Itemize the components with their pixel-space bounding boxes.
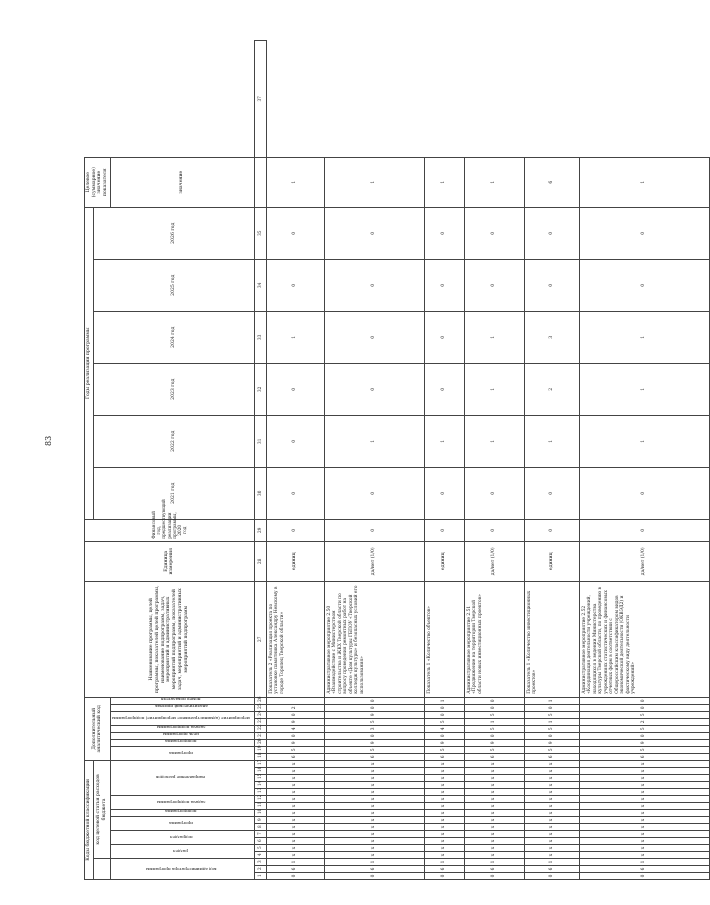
table-body <box>254 41 709 880</box>
unit-cell: да/нет (1/0) <box>464 541 524 581</box>
add-code-cell: 0 <box>579 732 709 739</box>
year-value-cell: 0 <box>424 207 464 259</box>
add-col-task: задача подпрограммы <box>156 724 206 730</box>
add-code-cell: 0 <box>324 704 424 711</box>
kbk-code-cell: x <box>464 789 524 796</box>
add-code-cell: 9 <box>464 739 524 746</box>
add-code-cell: 0 <box>324 697 424 704</box>
kbk-code-cell: x <box>266 803 324 810</box>
kbk-code-cell: x <box>464 817 524 824</box>
indicator-name-cell: Административное мероприятие 2.50 «Взаимодействие с Министерством строительства и ЖКХ Тверской области по вопросу проведения ремонтных работ на объекте «Дом культуры ГБПОУ «Тверской колледж культуры» и безопасных условий его использования» <box>324 581 424 697</box>
add-code-cell: 9 <box>524 739 579 746</box>
kbk-code-cell: x <box>324 803 424 810</box>
kbk-code-cell: x <box>579 796 709 803</box>
year-value-cell: 1 <box>424 415 464 467</box>
year-value-cell: 1 <box>579 415 709 467</box>
kbk-col-subsection: подраздел <box>169 835 193 841</box>
add-code-cell: 0 <box>266 732 324 739</box>
add-code-group-header: Дополнительный аналитический код <box>85 697 111 760</box>
column-number: 22 <box>254 725 266 732</box>
kbk-code-cell: x <box>464 831 524 838</box>
kbk-code-cell: x <box>324 824 424 831</box>
kbk-code-cell: x <box>464 775 524 782</box>
kbk-code-cell: x <box>266 768 324 775</box>
kbk-code-cell: x <box>266 852 324 859</box>
add-code-cell: 4 <box>266 725 324 732</box>
unit-column-header: Единица измерения <box>85 541 255 581</box>
kbk-code-cell: x <box>324 782 424 789</box>
kbk-code-cell: x <box>266 838 324 845</box>
unit-cell: единиц <box>266 541 324 581</box>
unit-cell: единиц <box>424 541 464 581</box>
kbk-code-cell: x <box>579 824 709 831</box>
add-code-cell: 9 <box>579 739 709 746</box>
fin-year-value-cell: 0 <box>579 519 709 541</box>
year-value-cell: 3 <box>524 311 579 363</box>
kbk-code-cell: x <box>579 852 709 859</box>
table-row <box>579 41 709 880</box>
column-number: 28 <box>254 541 266 581</box>
kbk-code-cell: 0 <box>524 873 579 880</box>
year-2025-header: 2025 год <box>93 259 254 311</box>
add-col-analytic: аналитический признак <box>154 703 208 709</box>
add-code-cell <box>266 697 324 704</box>
kbk-code-cell: x <box>266 845 324 852</box>
add-code-cell: 5 <box>424 718 464 725</box>
fin-year-value-cell: 0 <box>524 519 579 541</box>
column-number: 6 <box>254 838 266 845</box>
csr-group-header: код целевой статьи расходов бюджета <box>93 760 110 858</box>
kbk-code-cell: x <box>524 760 579 767</box>
kbk-code-cell: 0 <box>579 873 709 880</box>
kbk-code-cell: 6 <box>266 866 324 873</box>
add-code-cell: 1 <box>524 697 579 704</box>
fin-year-value-cell: 0 <box>266 519 324 541</box>
year-value-cell: 0 <box>324 467 424 519</box>
target-value-cell: 1 <box>266 157 324 207</box>
add-code-cell: 6 <box>424 753 464 760</box>
add-code-cell: 9 <box>424 739 464 746</box>
kbk-code-cell: x <box>324 796 424 803</box>
indicator-name-cell: Показатель 1 «Количество объектов» <box>424 581 464 697</box>
add-code-cell: 0 <box>579 697 709 704</box>
column-number: 37 <box>254 41 266 158</box>
kbk-col-subprogram: подпрограмма <box>165 809 197 814</box>
kbk-code-cell: x <box>424 838 464 845</box>
add-code-cell: 6 <box>579 753 709 760</box>
year-value-cell: 0 <box>579 259 709 311</box>
kbk-code-cell: x <box>579 789 709 796</box>
year-value-cell: 0 <box>324 259 424 311</box>
kbk-col-direction: направление расходов <box>156 775 206 781</box>
target-value-cell: 1 <box>579 157 709 207</box>
year-value-cell: 0 <box>266 207 324 259</box>
column-number: 27 <box>254 581 266 697</box>
fin-year-value-cell: 0 <box>324 519 424 541</box>
kbk-code-cell: x <box>424 782 464 789</box>
add-code-cell: 5 <box>579 746 709 753</box>
year-value-cell: 0 <box>324 207 424 259</box>
kbk-col-task: задача подпрограммы <box>156 800 206 806</box>
kbk-code-cell: x <box>524 789 579 796</box>
column-number: 1 <box>254 873 266 880</box>
target-value-cell: 6 <box>524 157 579 207</box>
kbk-code-cell: x <box>579 782 709 789</box>
column-number: 9 <box>254 817 266 824</box>
unit-cell: единиц <box>524 541 579 581</box>
indicator-name-cell: Административное мероприятие 2.52 «Координация деятельности учреждений, находящихся в ведении Министерства культуры Тверской области, по проведению в учреждениях статистических и финансовых отчетных форм в соответствии с Общероссийским классификатором видов экономической деятельности (ОКВЭД2) и фактическому виду деятельности учреждений» <box>579 581 709 697</box>
kbk-code-cell: 1 <box>579 859 709 866</box>
add-code-cell: 5 <box>464 746 524 753</box>
column-number: 31 <box>254 415 266 467</box>
kbk-code-cell: x <box>579 817 709 824</box>
column-number: 30 <box>254 467 266 519</box>
column-number: 33 <box>254 311 266 363</box>
add-code-cell: 2 <box>266 704 324 711</box>
kbk-col-section: раздел <box>173 849 189 855</box>
fin-year-column-header: Финансовый год, предшествующий реализации программы, 2020 год <box>85 519 255 541</box>
add-code-cell: 6 <box>324 753 424 760</box>
kbk-code-cell: x <box>579 803 709 810</box>
kbk-code-cell: x <box>524 824 579 831</box>
year-value-cell: 0 <box>424 311 464 363</box>
year-value-cell: 0 <box>266 415 324 467</box>
year-value-cell: 2 <box>524 363 579 415</box>
column-number: 19 <box>254 746 266 753</box>
year-value-cell: 1 <box>579 363 709 415</box>
column-number: 17 <box>254 760 266 767</box>
column-number: 20 <box>254 739 266 746</box>
column-number: 5 <box>254 845 266 852</box>
kbk-code-cell: x <box>524 831 579 838</box>
add-code-cell: 5 <box>524 746 579 753</box>
kbk-code-cell: 6 <box>424 866 464 873</box>
add-col-goal: цель программы <box>162 731 199 737</box>
fin-year-value-cell: 0 <box>464 519 524 541</box>
name-column-header: Наименование программы, целей программы, показателей целей программы, наименование подпрограмм, задач, мероприятий и административных мероприятий подпрограмм, показателей задач, мероприятий и административных мероприятий подпрограмм <box>85 581 255 697</box>
year-value-cell: 0 <box>464 467 524 519</box>
add-code-cell: 1 <box>464 718 524 725</box>
unit-cell: да/нет (1/0) <box>324 541 424 581</box>
table-row <box>424 41 464 880</box>
kbk-code-cell: x <box>464 768 524 775</box>
add-code-cell: 5 <box>579 711 709 718</box>
year-2022-header: 2022 год <box>93 415 254 467</box>
kbk-code-cell: x <box>266 760 324 767</box>
year-value-cell: 1 <box>266 311 324 363</box>
kbk-group-header: Коды бюджетной классификации <box>85 760 94 879</box>
year-value-cell: 1 <box>579 311 709 363</box>
column-number: 15 <box>254 775 266 782</box>
kbk-code-cell: x <box>424 803 464 810</box>
year-value-cell: 0 <box>524 259 579 311</box>
year-value-cell: 0 <box>524 207 579 259</box>
kbk-code-cell: x <box>579 760 709 767</box>
kbk-code-cell: x <box>324 852 424 859</box>
kbk-code-cell: x <box>464 824 524 831</box>
add-code-cell: 0 <box>464 704 524 711</box>
value-column-header: значение <box>110 157 254 207</box>
year-value-cell: 1 <box>464 415 524 467</box>
program-indicators-table <box>84 40 710 880</box>
kbk-code-cell: 0 <box>424 873 464 880</box>
kbk-code-cell: x <box>324 768 424 775</box>
year-value-cell: 0 <box>424 363 464 415</box>
year-value-cell: 0 <box>424 467 464 519</box>
kbk-code-cell: x <box>424 845 464 852</box>
kbk-code-cell: x <box>464 810 524 817</box>
column-number: 26 <box>254 697 266 704</box>
add-code-cell: 9 <box>324 739 424 746</box>
kbk-code-cell: x <box>524 782 579 789</box>
column-number: 13 <box>254 789 266 796</box>
kbk-code-cell: x <box>324 838 424 845</box>
kbk-code-cell: x <box>524 810 579 817</box>
table-row <box>324 41 424 880</box>
year-value-cell: 0 <box>464 259 524 311</box>
table-row <box>266 41 324 880</box>
year-value-cell: 1 <box>464 363 524 415</box>
kbk-code-cell: x <box>266 789 324 796</box>
add-code-cell: 5 <box>524 725 579 732</box>
kbk-code-cell: 1 <box>424 859 464 866</box>
add-code-cell: 5 <box>464 711 524 718</box>
column-number: 23 <box>254 718 266 725</box>
kbk-code-cell: x <box>266 810 324 817</box>
column-number: 25 <box>254 704 266 711</box>
kbk-code-cell: x <box>464 803 524 810</box>
year-value-cell: 1 <box>524 415 579 467</box>
kbk-code-cell: 0 <box>266 873 324 880</box>
add-code-cell: 0 <box>266 711 324 718</box>
column-number: 32 <box>254 363 266 415</box>
indicator-name-cell: Административное мероприятие 2.51 «Продвижение на территории Тверской области новых инвестиционных проектов» <box>464 581 524 697</box>
kbk-code-cell: x <box>266 824 324 831</box>
years-group-header: Годы реализации программы <box>85 207 94 519</box>
year-value-cell: 0 <box>524 467 579 519</box>
column-number: 34 <box>254 259 266 311</box>
add-col-indicator-num: номер показателя <box>161 696 201 702</box>
year-value-cell: 0 <box>324 363 424 415</box>
column-number: 18 <box>254 753 266 760</box>
add-code-cell: 5 <box>424 746 464 753</box>
kbk-code-cell: x <box>464 796 524 803</box>
year-value-cell: 0 <box>464 207 524 259</box>
year-value-cell: 0 <box>324 311 424 363</box>
column-number: 3 <box>254 859 266 866</box>
kbk-code-cell: x <box>579 838 709 845</box>
kbk-code-cell: x <box>324 789 424 796</box>
kbk-code-cell: x <box>424 824 464 831</box>
fin-year-value-cell: 0 <box>424 519 464 541</box>
kbk-code-cell: x <box>324 760 424 767</box>
year-value-cell: 0 <box>266 259 324 311</box>
column-number: 11 <box>254 803 266 810</box>
column-number: 12 <box>254 796 266 803</box>
add-code-cell: 0 <box>324 732 424 739</box>
add-col-subprogram: подпрограмма <box>165 738 197 744</box>
indicator-name-cell: Показатель 1 «Количество инвестиционных проектов» <box>524 581 579 697</box>
add-col-event: мероприятие (административное мероприятие) подпрограммы <box>111 715 250 721</box>
add-code-cell: 0 <box>524 704 579 711</box>
column-number: 29 <box>254 519 266 541</box>
add-code-cell: 6 <box>266 753 324 760</box>
kbk-code-cell: x <box>524 852 579 859</box>
kbk-code-cell: 1 <box>464 859 524 866</box>
column-number: 35 <box>254 207 266 259</box>
column-number: 2 <box>254 866 266 873</box>
column-number: 8 <box>254 824 266 831</box>
column-number: 24 <box>254 711 266 718</box>
add-code-cell: 1 <box>424 697 464 704</box>
column-number: 21 <box>254 732 266 739</box>
kbk-code-cell: x <box>464 760 524 767</box>
kbk-code-cell: x <box>424 760 464 767</box>
kbk-code-cell: x <box>579 810 709 817</box>
column-number: 16 <box>254 768 266 775</box>
column-number: 14 <box>254 782 266 789</box>
kbk-code-cell: x <box>464 852 524 859</box>
add-code-cell: 4 <box>424 725 464 732</box>
target-group-header: Целевое (суммарное) значение показателя <box>85 157 111 207</box>
kbk-code-cell: x <box>524 775 579 782</box>
add-code-cell: 9 <box>324 711 424 718</box>
column-number: 7 <box>254 831 266 838</box>
add-code-cell: 6 <box>524 753 579 760</box>
year-2024-header: 2024 год <box>93 311 254 363</box>
year-value-cell: 1 <box>464 311 524 363</box>
add-code-cell: 0 <box>579 704 709 711</box>
kbk-code-cell: x <box>424 817 464 824</box>
kbk-code-cell: x <box>579 768 709 775</box>
kbk-code-cell: x <box>524 838 579 845</box>
kbk-code-cell: 1 <box>266 859 324 866</box>
kbk-code-cell: x <box>524 768 579 775</box>
column-number: 10 <box>254 810 266 817</box>
add-code-cell: 5 <box>464 725 524 732</box>
kbk-code-cell: x <box>324 845 424 852</box>
kbk-col-program: программа <box>168 821 193 827</box>
year-2021-header: 2021 год <box>93 467 254 519</box>
add-code-cell: 5 <box>324 746 424 753</box>
year-value-cell: 1 <box>324 415 424 467</box>
kbk-code-cell: x <box>424 831 464 838</box>
kbk-code-cell: x <box>324 831 424 838</box>
kbk-code-cell: x <box>424 810 464 817</box>
kbk-code-cell: x <box>524 845 579 852</box>
kbk-code-cell: 6 <box>579 866 709 873</box>
year-value-cell: 0 <box>579 467 709 519</box>
kbk-code-cell: 1 <box>324 859 424 866</box>
kbk-code-cell: x <box>524 803 579 810</box>
kbk-code-cell: x <box>464 838 524 845</box>
unit-cell: да/нет (1/0) <box>579 541 709 581</box>
kbk-code-cell: x <box>424 768 464 775</box>
add-code-cell: 9 <box>266 739 324 746</box>
kbk-code-cell: x <box>266 775 324 782</box>
add-code-cell: 0 <box>524 732 579 739</box>
kbk-code-cell: 6 <box>524 866 579 873</box>
add-code-cell: 5 <box>266 746 324 753</box>
add-code-cell: 2 <box>579 718 709 725</box>
year-2026-header: 2026 год <box>93 207 254 259</box>
kbk-code-cell: x <box>324 775 424 782</box>
kbk-code-cell: x <box>464 845 524 852</box>
rotated-table-container <box>84 40 647 880</box>
kbk-code-cell: x <box>266 782 324 789</box>
add-code-cell: 6 <box>464 753 524 760</box>
kbk-code-cell: 1 <box>524 859 579 866</box>
add-code-cell: 3 <box>324 725 424 732</box>
kbk-code-cell: x <box>524 817 579 824</box>
column-number: 4 <box>254 852 266 859</box>
year-value-cell: 0 <box>424 259 464 311</box>
kbk-code-cell: x <box>266 831 324 838</box>
add-code-cell: 9 <box>266 718 324 725</box>
add-code-cell: 0 <box>424 711 464 718</box>
kbk-code-cell: x <box>424 796 464 803</box>
kbk-code-cell: 6 <box>324 866 424 873</box>
kbk-code-cell: 0 <box>324 873 424 880</box>
kbk-code-cell: x <box>579 831 709 838</box>
table-row <box>464 41 524 880</box>
add-code-cell: 5 <box>579 725 709 732</box>
add-code-cell: 0 <box>464 697 524 704</box>
target-value-cell: 1 <box>424 157 464 207</box>
kbk-code-cell: 0 <box>464 873 524 880</box>
year-value-cell: 0 <box>579 207 709 259</box>
column-number-row <box>254 41 266 880</box>
kbk-code-cell: x <box>579 775 709 782</box>
target-value-cell: 1 <box>324 157 424 207</box>
table-row <box>524 41 579 880</box>
add-code-cell: 0 <box>424 732 464 739</box>
kbk-code-cell: x <box>524 796 579 803</box>
add-code-cell: 0 <box>464 732 524 739</box>
page-number: 83 <box>44 435 53 446</box>
year-value-cell: 0 <box>266 467 324 519</box>
year-2023-header: 2023 год <box>93 363 254 415</box>
kbk-code-cell: x <box>324 817 424 824</box>
kbk-code-cell: x <box>579 845 709 852</box>
kbk-col-admin: код администратора программы <box>145 866 217 872</box>
year-value-cell: 0 <box>266 363 324 415</box>
kbk-code-cell: x <box>424 775 464 782</box>
kbk-code-cell: x <box>266 817 324 824</box>
add-code-cell: 1 <box>524 718 579 725</box>
add-code-cell: 5 <box>324 718 424 725</box>
add-col-program: программа <box>168 750 193 756</box>
kbk-code-cell: x <box>424 789 464 796</box>
kbk-code-cell: x <box>266 796 324 803</box>
kbk-code-cell: x <box>324 810 424 817</box>
kbk-code-cell: 6 <box>464 866 524 873</box>
add-code-cell: 0 <box>424 704 464 711</box>
indicator-name-cell: Показатель 2 «Реализация проекта по установке памятника Александру Невскому в городе Торопец Тверской области» <box>266 581 324 697</box>
kbk-code-cell: x <box>424 852 464 859</box>
kbk-code-cell: x <box>464 782 524 789</box>
add-code-cell: 5 <box>524 711 579 718</box>
target-value-cell: 1 <box>464 157 524 207</box>
